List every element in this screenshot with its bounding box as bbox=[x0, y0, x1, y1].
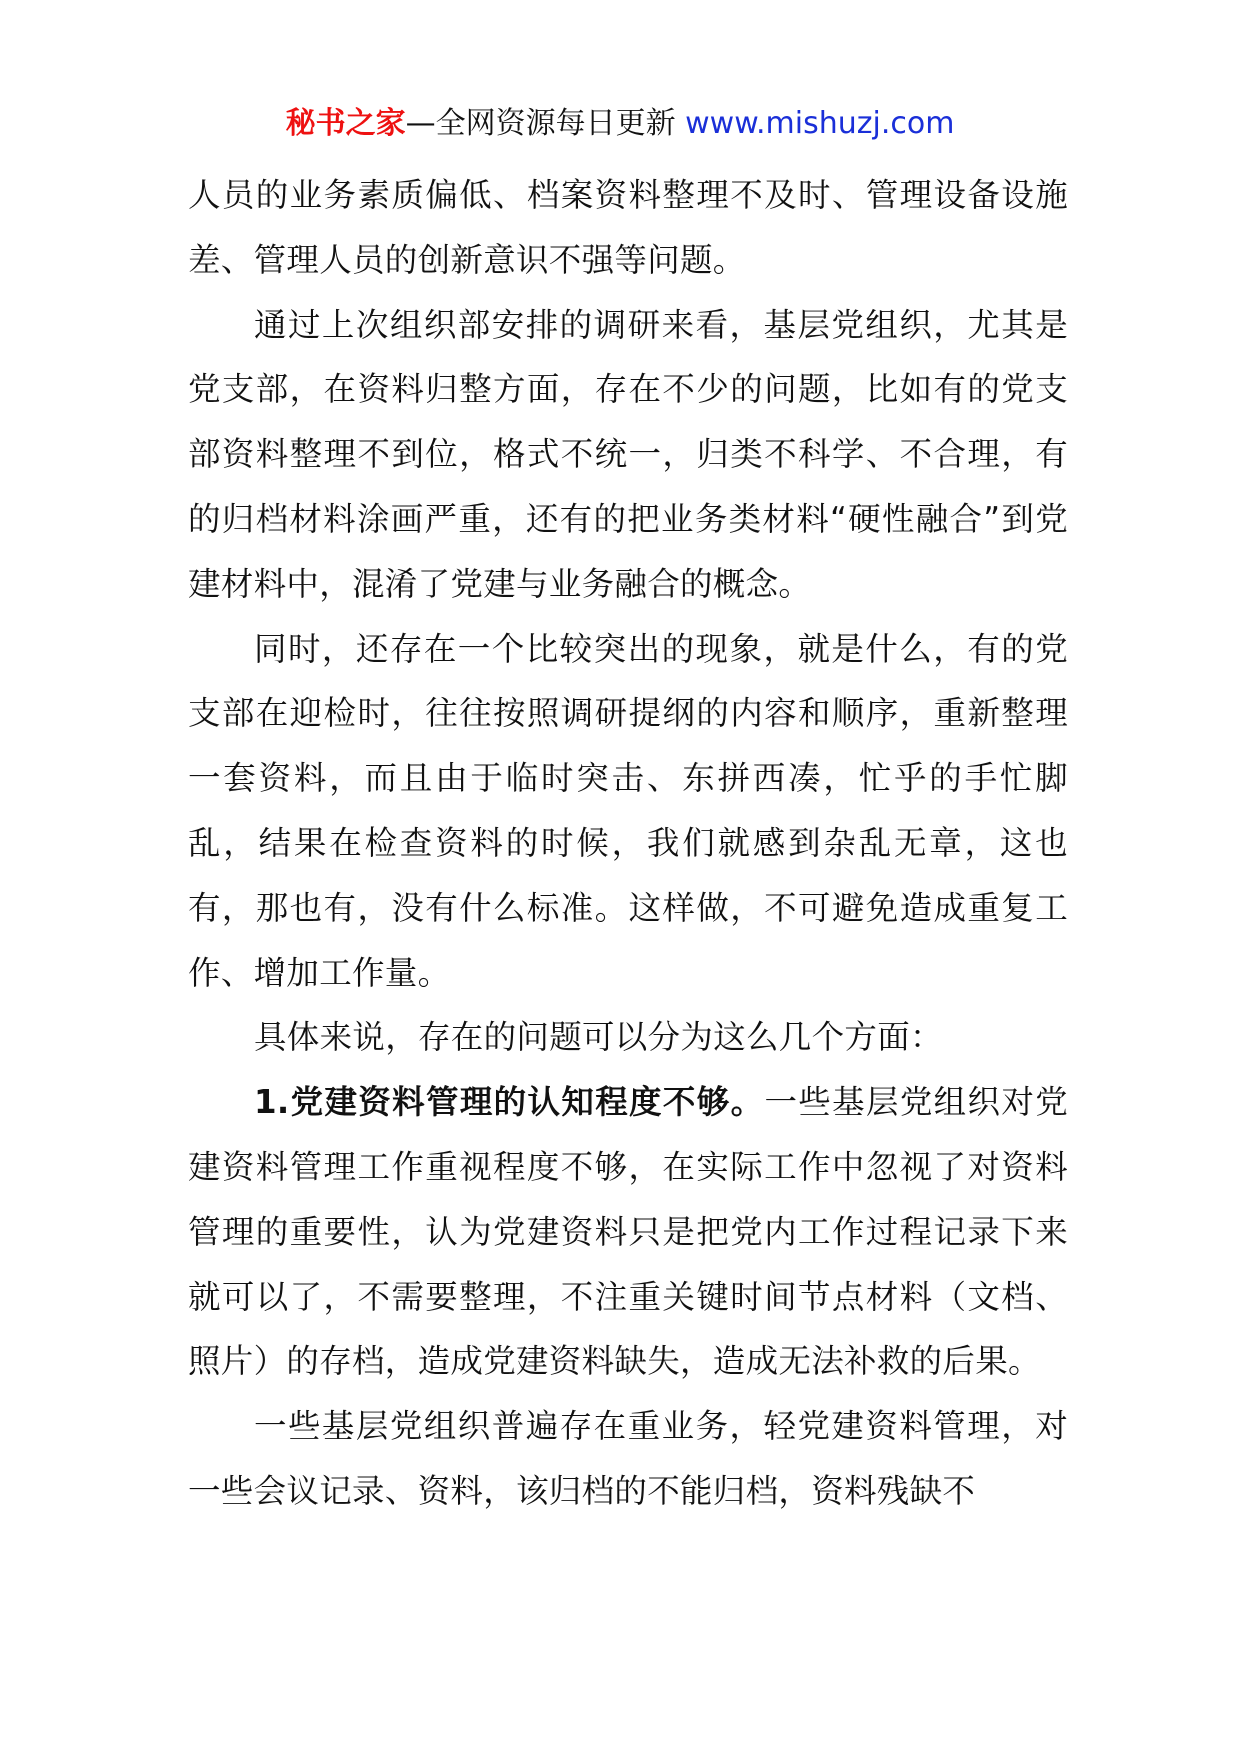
paragraph: 人员的业务素质偏低、档案资料整理不及时、管理设备设施差、管理人员的创新意识不强等问题。 bbox=[188, 176, 1068, 279]
header-tagline: —全网资源每日更新 bbox=[405, 106, 676, 141]
paragraph: 通过上次组织部安排的调研来看，基层党组织，尤其是党支部，在资料归整方面，存在不少的问题，比如有的党支部资料整理不到位，格式不统一，归类不科学、不合理，有的归档材料涂画严重，还有的把业务类材料“硬性融合”到党建材料中，混淆了党建与业务融合的概念。 bbox=[188, 305, 1068, 603]
document-body bbox=[188, 163, 1068, 1524]
paragraph: 具体来说，存在的问题可以分为这么几个方面： bbox=[254, 1018, 943, 1057]
paragraph-with-heading bbox=[188, 1070, 1068, 1394]
page-header bbox=[0, 100, 1240, 148]
header-brand: 秘书之家 bbox=[285, 106, 406, 141]
header-url-link[interactable]: www.mishuzj.com bbox=[685, 106, 955, 141]
paragraph-heading: 1.党建资料管理的认知程度不够。 bbox=[254, 1083, 765, 1122]
paragraph: 一些基层党组织普遍存在重业务，轻党建资料管理，对一些会议记录、资料，该归档的不能归档，资料残缺不 bbox=[188, 1407, 1068, 1510]
paragraph: 同时，还存在一个比较突出的现象，就是什么，有的党支部在迎检时，往往按照调研提纲的内容和顺序，重新整理一套资料，而且由于临时突击、东拼西凑，忙乎的手忙脚乱，结果在检查资料的时候，我们就感到杂乱无章，这也有，那也有，没有什么标准。这样做，不可避免造成重复工作、增加工作量。 bbox=[188, 629, 1068, 992]
paragraph-text: 一些基层党组织对党建资料管理工作重视程度不够，在实际工作中忽视了对资料管理的重要性，认为党建资料只是把党内工作过程记录下来就可以了，不需要整理，不注重关键时间节点材料（文档、照片）的存档，造成党建资料缺失，造成无法补救的后果。 bbox=[188, 1083, 1068, 1381]
